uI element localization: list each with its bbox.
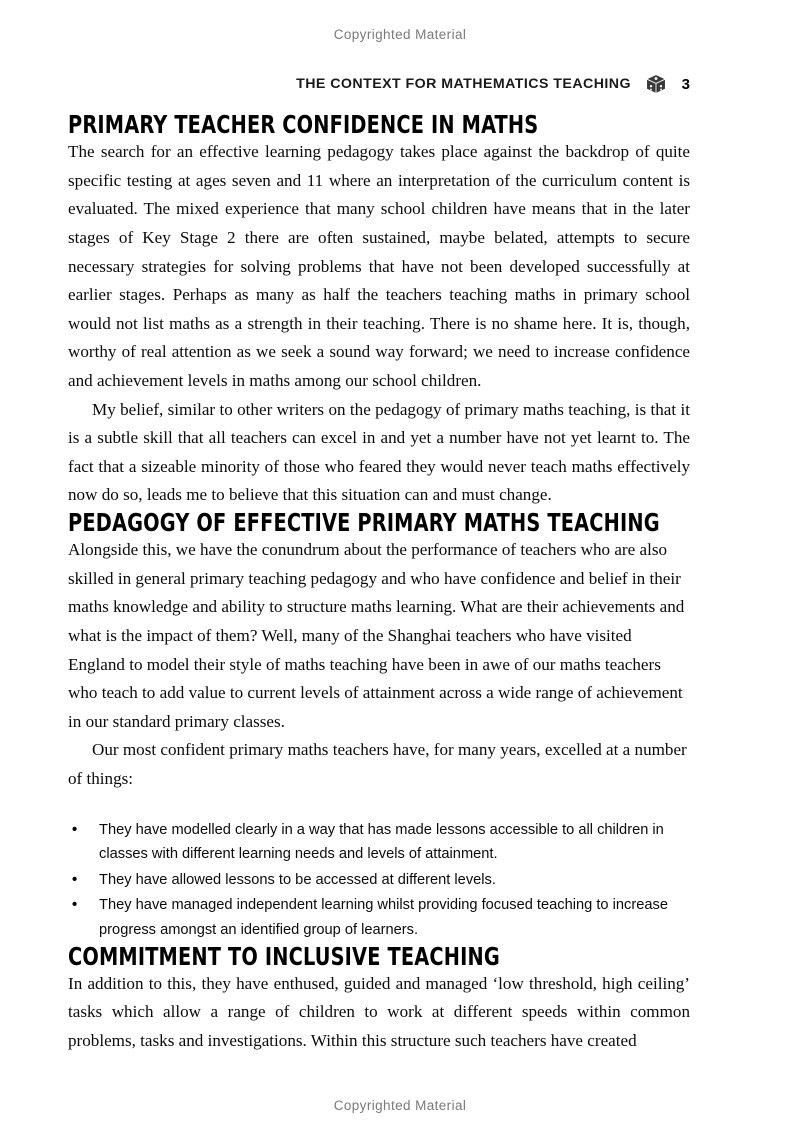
dice-cube-icon xyxy=(645,73,667,95)
list-item xyxy=(68,893,671,942)
page-content xyxy=(68,112,690,1056)
bullet-list xyxy=(68,818,690,943)
copyright-watermark-bottom: Copyrighted Material xyxy=(333,1098,467,1113)
list-item-label: They have modelled clearly in a way that has made lessons accessible to all children in classes with different learning needs and levels of attainment. xyxy=(99,820,664,863)
paragraph: Alongside this, we have the conundrum about the performance of teachers who are also skilled in general primary teaching pedagogy and who have confidence and belief in their maths knowledge and ability to structure maths learning. What are their achievements and what is the impact of them? Well, many of the Shanghai teachers who have visited England to model their style of maths teaching have been in awe of our maths teachers who teach to add value to current levels of attainment across a wide range of achievement in our standard primary classes. xyxy=(68,540,685,731)
bullet-point-icon: • xyxy=(71,896,78,914)
paragraph: Our most confident primary maths teachers have, for many years, excelled at a number of things: xyxy=(68,740,687,788)
list-item-label: They have allowed lessons to be accessed at different levels. xyxy=(99,870,496,888)
section-heading-primary-teacher-confidence: PRIMARY TEACHER CONFIDENCE IN MATHS xyxy=(68,110,539,139)
bullet-point-icon: • xyxy=(71,870,78,888)
paragraph: In addition to this, they have enthused, guided and managed ‘low threshold, high ceiling’ tasks which allow a range of children to work at different speeds within common problems, tasks and investigations. Within this structure such teachers have created xyxy=(68,973,690,1050)
running-header-title: THE CONTEXT FOR MATHEMATICS TEACHING xyxy=(296,76,631,92)
bullet-point-icon: • xyxy=(71,820,78,838)
paragraph: My belief, similar to other writers on the pedagogy of primary maths teaching, is that it is a subtle skill that all teachers can excel in and yet a number have not yet learnt to. The fact that a sizeable minority of those who feared they would never teach maths effectively now do so, leads me to believe that this situation can and must change. xyxy=(68,399,690,505)
section-heading-commitment-inclusive-teaching: COMMITMENT TO INCLUSIVE TEACHING xyxy=(68,941,500,971)
page-number: 3 xyxy=(681,75,690,93)
paragraph: The search for an effective learning pedagogy takes place against the backdrop of quite specific testing at ages seven and 11 where an interpretation of the curriculum content is evaluated. The mixed experience that many school children have means that in the later stages of Key Stage 2 there are often sustained, maybe belated, attempts to secure necessary strategies for solving problems that have not been developed successfully at earlier stages. Perhaps as many as half the teachers teaching maths in primary school would not list maths as a strength in their teaching. There is no shame here. It is, though, worthy of real attention as we seek a sound way forward; we need to increase confidence and achievement levels in maths among our school children. xyxy=(68,142,690,390)
copyright-watermark-top: Copyrighted Material xyxy=(333,27,467,42)
list-item xyxy=(68,868,671,893)
list-item-label: They have managed independent learning whilst providing focused teaching to increase progress amongst an identified group of learners. xyxy=(99,896,668,938)
section-heading-pedagogy-effective-primary-maths: PEDAGOGY OF EFFECTIVE PRIMARY MATHS TEACHING xyxy=(68,507,660,537)
list-item xyxy=(68,818,671,867)
running-header xyxy=(68,72,690,96)
